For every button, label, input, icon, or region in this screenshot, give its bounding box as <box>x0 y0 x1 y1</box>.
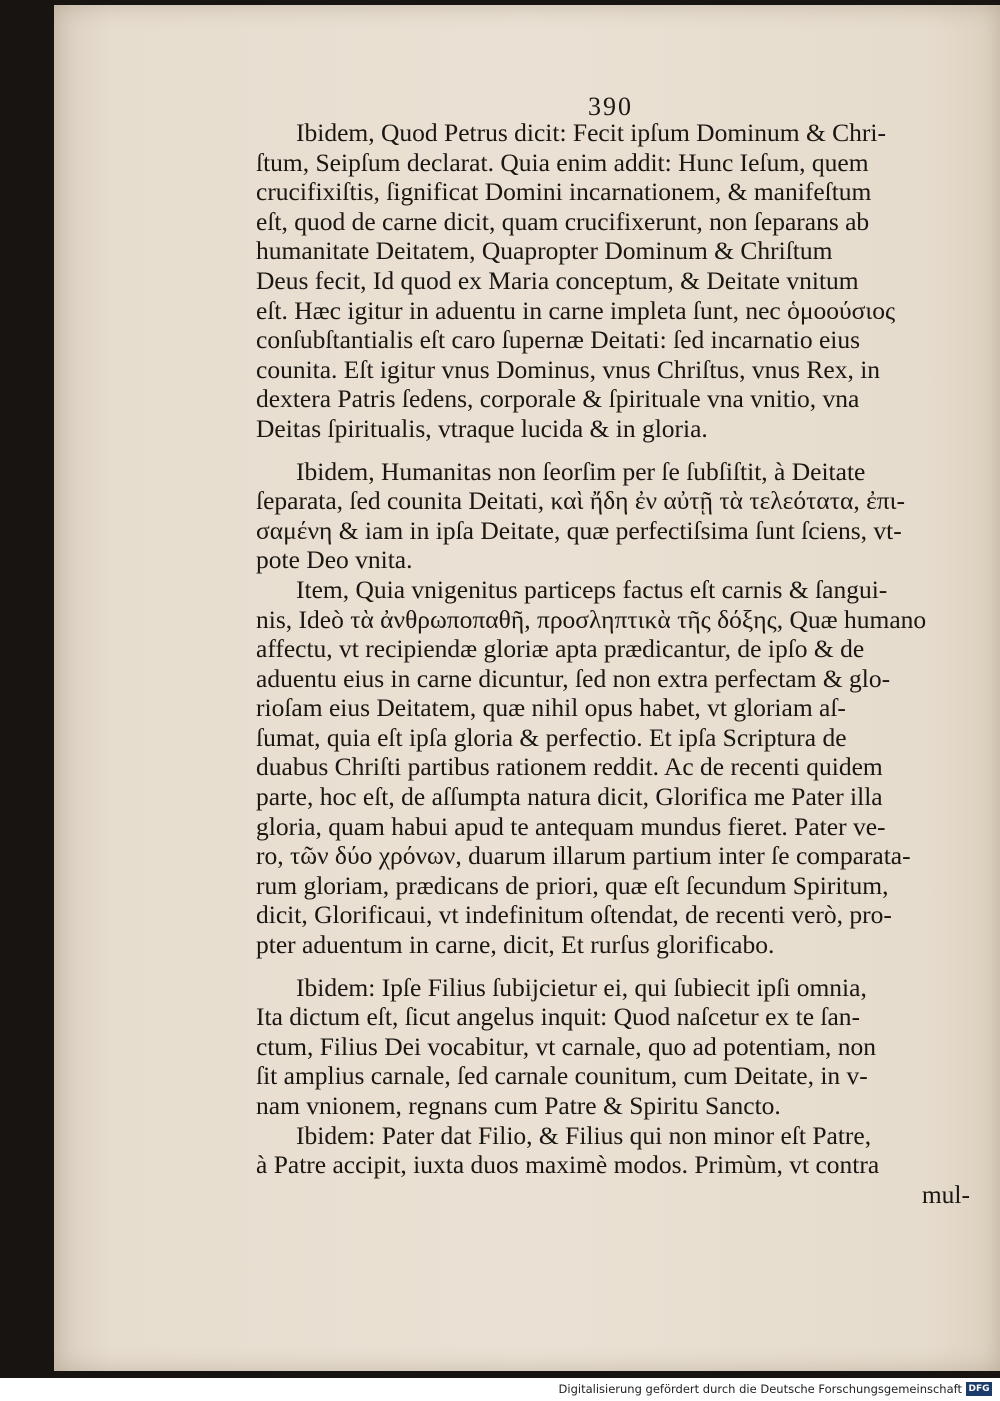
text-line: ſumat, quia eſt ipſa gloria & perfectio. Et ipſa Scriptura de <box>256 722 847 752</box>
text-line: eſt. Hæc igitur in aduentu in carne impleta ſunt, nec ὁμοούσιος <box>256 295 896 325</box>
paragraph <box>256 575 978 960</box>
text-line: Ibidem: Pater dat Filio, & Filius qui non minor eſt Patre, <box>296 1120 872 1150</box>
paragraph <box>256 973 978 1121</box>
text-line: nam vnionem, regnans cum Patre & Spiritu Sancto. <box>256 1091 781 1120</box>
text-line: Deus fecit, Id quod ex Maria conceptum, & Deitate vnitum <box>256 265 859 295</box>
page-number: 390 <box>588 92 633 121</box>
text-line: ſtum, Seipſum declarat. Quia enim addit: Hunc Ieſum, quem <box>256 147 869 177</box>
footer-bar <box>0 1378 1000 1401</box>
text-line: σαμένη & iam in ipſa Deitate, quæ perfectiſsima ſunt ſciens, vt- <box>256 515 902 545</box>
catchword: mul- <box>921 1179 970 1209</box>
text-line: Item, Quia vnigenitus particeps factus eſt carnis & ſangui- <box>296 574 888 604</box>
text-line: Ibidem, Quod Petrus dicit: Fecit ipſum Dominum & Chri- <box>296 118 886 147</box>
text-line: parte, hoc eſt, de aſſumpta natura dicit, Glorifica me Pater illa <box>256 782 883 812</box>
text-line: rioſam eius Deitatem, quæ nihil opus habet, vt gloriam aſ- <box>256 693 846 723</box>
text-line: crucifixiſtis, ſignificat Domini incarnationem, & manifeſtum <box>256 177 872 207</box>
text-line: gloria, quam habui apud te antequam mundus fieret. Pater ve- <box>256 811 886 841</box>
text-line: duabus Chriſti partibus rationem reddit. Ac de recenti quidem <box>256 752 883 782</box>
paragraph <box>256 118 978 444</box>
text-line: Ibidem: Ipſe Filius ſubijcietur ei, qui ſubiecit ipſi omnia, <box>296 972 867 1002</box>
text-line: eſt, quod de carne dicit, quam crucifixerunt, non ſeparans ab <box>256 206 870 236</box>
text-line: Ita dictum eſt, ſicut angelus inquit: Quod naſcetur ex te ſan- <box>256 1002 861 1032</box>
text-line: pter aduentum in carne, dicit, Et rurſus glorificabo. <box>256 930 775 960</box>
funding-credit: Digitalisierung gefördert durch die Deutsche Forschungsgemeinschaft <box>558 1382 962 1396</box>
text-line: ctum, Filius Dei vocabitur, vt carnale, quo ad potentiam, non <box>256 1031 877 1061</box>
text-line: aduentu eius in carne dicuntur, ſed non extra perfectam & glo- <box>256 663 891 693</box>
page-text <box>256 118 978 1209</box>
text-line: conſubſtantialis eſt caro ſupernæ Deitati: ſed incarnatio eius <box>256 325 861 355</box>
text-line: dextera Patris ſedens, corporale & ſpirituale vna vnitio, vna <box>256 384 860 414</box>
text-line: Ibidem, Humanitas non ſeorſim per ſe ſubſiſtit, à Deitate <box>296 456 866 486</box>
paragraph <box>256 1121 978 1180</box>
text-line: humanitate Deitatem, Quapropter Dominum & Chriſtum <box>256 236 833 266</box>
text-line: à Patre accipit, iuxta duos maximè modos. Primùm, vt contra <box>256 1150 880 1180</box>
text-line: pote Deo vnita. <box>256 545 413 575</box>
text-line: dicit, Glorificaui, vt indefinitum oſtendat, de recenti verò, pro- <box>256 900 892 930</box>
text-line: counita. Eſt igitur vnus Dominus, vnus Chriſtus, vnus Rex, in <box>256 354 881 384</box>
text-line: ſit amplius carnale, ſed carnale counitum, cum Deitate, in v- <box>256 1061 868 1091</box>
dfg-logo-icon: DFG <box>966 1382 992 1396</box>
text-line: ſeparata, ſed counita Deitati, καὶ ἤδη ἐν αὐτῇ τὰ τελεότατα, ἐπι- <box>256 486 906 516</box>
paragraph <box>256 457 978 575</box>
text-line: rum gloriam, prædicans de priori, quæ eſt ſecundum Spiritum, <box>256 870 889 900</box>
text-line: nis, Ideò τὰ ἀνθρωποπαθῆ, προσληπτικὰ τῆς δόξης, Quæ humano <box>256 604 927 634</box>
text-line: Deitas ſpiritualis, vtraque lucida & in gloria. <box>256 413 708 443</box>
text-line: ro, τῶν δύο χρόνων, duarum illarum partium inter ſe comparata- <box>256 841 911 871</box>
text-line: affectu, vt recipiendæ gloriæ apta prædicantur, de ipſo & de <box>256 634 865 664</box>
